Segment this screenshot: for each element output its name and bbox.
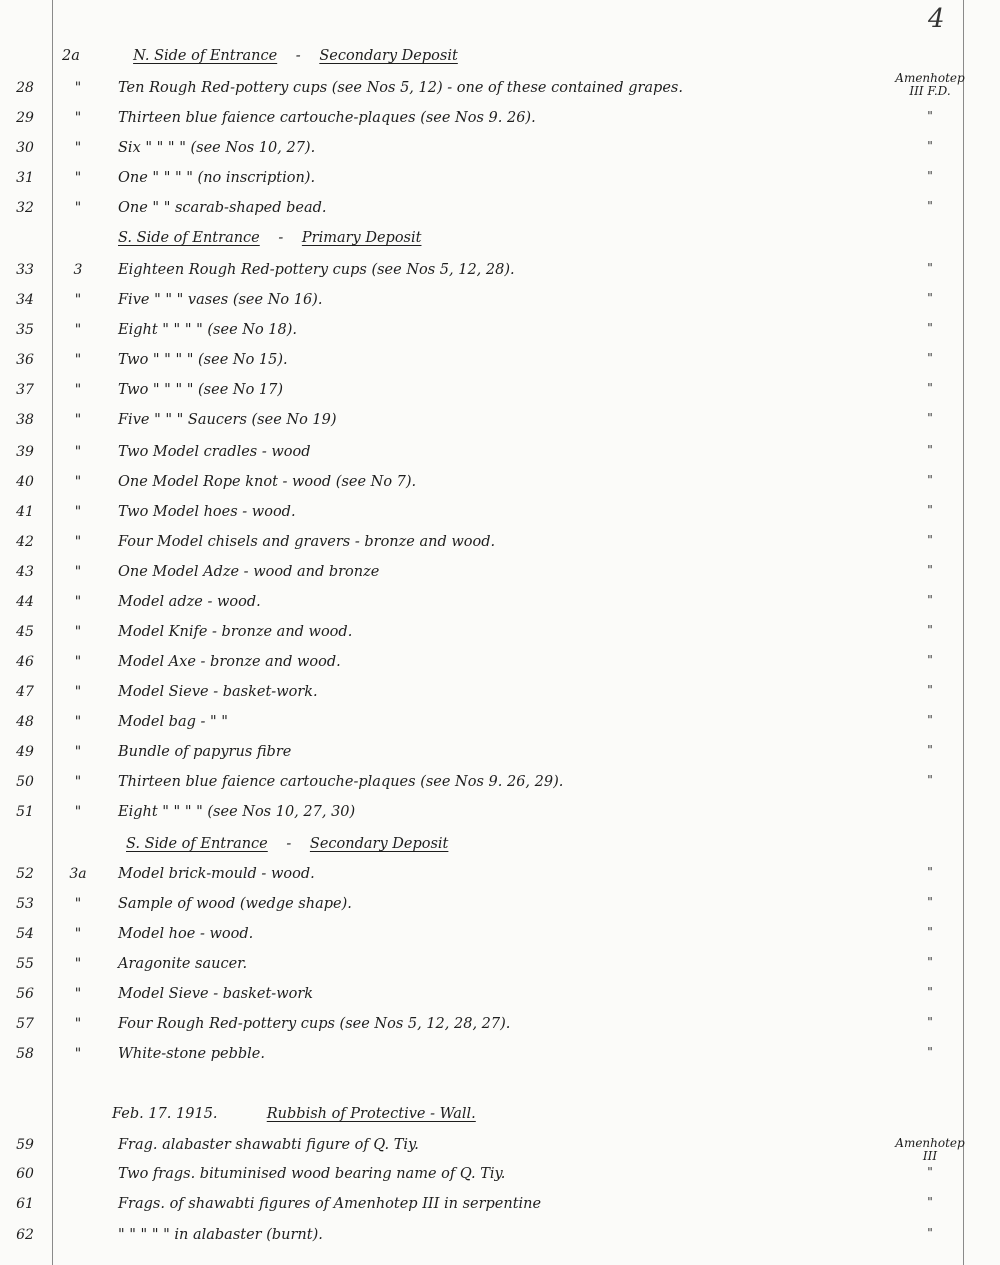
entry-period: " — [927, 109, 933, 123]
section-heading: S. Side of Entrance - Primary Deposit — [118, 230, 422, 246]
entry-deposit: " — [74, 1046, 82, 1062]
entry-description: Two " " " " (see No 17) — [118, 382, 284, 398]
section-title: N. Side of Entrance — [133, 48, 278, 64]
entry-deposit: " — [74, 684, 82, 700]
entry-deposit: " — [74, 744, 82, 760]
catalog-entry — [0, 744, 1000, 772]
entry-period: " — [927, 895, 933, 909]
entry-number: 36 — [16, 352, 34, 368]
entry-date: Feb. 17. 1915. — [112, 1106, 218, 1122]
entry-deposit: " — [74, 140, 82, 156]
entry-number: 56 — [16, 986, 34, 1002]
entry-number: 49 — [16, 744, 34, 760]
entry-period: " — [927, 683, 933, 697]
catalog-entry — [0, 110, 1000, 138]
entry-description: Two frags. bituminised wood bearing name of Q. Tiy. — [118, 1166, 506, 1182]
entry-description: Two Model cradles - wood — [118, 444, 311, 460]
entry-deposit: " — [74, 774, 82, 790]
entry-number: 52 — [16, 866, 34, 882]
catalog-entry — [0, 292, 1000, 320]
entry-description: One Model Rope knot - wood (see No 7). — [118, 474, 417, 490]
entry-deposit: " — [74, 1016, 82, 1032]
entry-description: Ten Rough Red-pottery cups (see Nos 5, 12) - one of these contained grapes. — [118, 80, 683, 96]
catalog-entry — [0, 714, 1000, 742]
entry-deposit: 3a — [69, 866, 87, 882]
entry-description: Two Model hoes - wood. — [118, 504, 296, 520]
entry-period: " — [927, 139, 933, 153]
entry-description: Eight " " " " (see No 18). — [118, 322, 298, 338]
section-heading: 2a N. Side of Entrance - Secondary Deposit — [62, 48, 458, 64]
entry-number: 59 — [16, 1137, 34, 1153]
page-number: 4 — [928, 4, 945, 34]
catalog-entry — [0, 352, 1000, 380]
entry-deposit: " — [74, 412, 82, 428]
entry-number: 51 — [16, 804, 34, 820]
entry-number: 42 — [16, 534, 34, 550]
section-title: Rubbish of Protective - Wall. — [266, 1106, 476, 1122]
entry-period: " — [927, 653, 933, 667]
catalog-entry — [0, 504, 1000, 532]
entry-description: Eighteen Rough Red-pottery cups (see Nos 5, 12, 28). — [118, 262, 515, 278]
entry-period: " — [927, 865, 933, 879]
entry-number: 39 — [16, 444, 34, 460]
entry-number: 53 — [16, 896, 34, 912]
section-heading: S. Side of Entrance - Secondary Deposit — [126, 836, 449, 852]
entry-deposit: " — [74, 474, 82, 490]
catalog-entry — [0, 412, 1000, 440]
catalog-entry — [0, 1227, 1000, 1255]
entry-period: " — [927, 261, 933, 275]
entry-number: 61 — [16, 1196, 34, 1212]
entry-deposit: " — [74, 504, 82, 520]
entry-deposit: 3 — [73, 262, 83, 278]
entry-description: Frags. of shawabti figures of Amenhotep III in serpentine — [118, 1196, 542, 1212]
entry-description: " " " " " in alabaster (burnt). — [118, 1227, 323, 1243]
catalog-entry — [0, 382, 1000, 410]
entry-description: Model Knife - bronze and wood. — [118, 624, 353, 640]
entry-number: 37 — [16, 382, 34, 398]
catalog-entry — [0, 564, 1000, 592]
section-subtitle: Secondary Deposit — [319, 48, 458, 64]
catalog-entry — [0, 1046, 1000, 1074]
entry-period: " — [927, 773, 933, 787]
entry-period: " — [927, 169, 933, 183]
entry-description: White-stone pebble. — [118, 1046, 265, 1062]
entry-description: Model hoe - wood. — [118, 926, 254, 942]
entry-number: 33 — [16, 262, 34, 278]
entry-deposit: " — [74, 110, 82, 126]
entry-description: Model Sieve - basket-work. — [118, 684, 318, 700]
entry-number: 41 — [16, 504, 34, 520]
entry-number: 43 — [16, 564, 34, 580]
entry-deposit: " — [74, 714, 82, 730]
entry-period: " — [927, 1165, 933, 1179]
entry-description: Sample of wood (wedge shape). — [118, 896, 352, 912]
entry-number: 45 — [16, 624, 34, 640]
entry-number: 55 — [16, 956, 34, 972]
catalog-entry — [0, 1196, 1000, 1224]
entry-period: " — [927, 533, 933, 547]
section-deposit: 2a — [62, 48, 80, 64]
entry-period: " — [927, 593, 933, 607]
entry-period: Amenhotep III — [895, 1136, 965, 1163]
entry-period: " — [927, 743, 933, 757]
entry-number: 40 — [16, 474, 34, 490]
entry-deposit: " — [74, 926, 82, 942]
entry-description: Model adze - wood. — [118, 594, 261, 610]
entry-deposit: " — [74, 292, 82, 308]
entry-description: Eight " " " " (see Nos 10, 27, 30) — [118, 804, 356, 820]
entry-description: One " " scarab-shaped bead. — [118, 200, 327, 216]
catalog-entry — [0, 684, 1000, 712]
catalog-entry — [0, 140, 1000, 168]
entry-number: 48 — [16, 714, 34, 730]
entry-deposit: " — [74, 896, 82, 912]
dated-section-heading — [112, 1106, 476, 1122]
catalog-entry — [0, 866, 1000, 894]
entry-period: " — [927, 291, 933, 305]
entry-period: " — [927, 503, 933, 517]
section-subtitle: Primary Deposit — [301, 230, 422, 246]
entry-period: " — [927, 1015, 933, 1029]
entry-description: Five " " " vases (see No 16). — [118, 292, 323, 308]
entry-deposit: " — [74, 594, 82, 610]
entry-period: " — [927, 925, 933, 939]
entry-period: Amenhotep III F.D. — [895, 71, 965, 98]
catalog-entry — [0, 956, 1000, 984]
entry-period: " — [927, 1226, 933, 1240]
section-subtitle: Secondary Deposit — [309, 836, 449, 852]
catalog-entry — [0, 444, 1000, 472]
entry-deposit: " — [74, 534, 82, 550]
entry-number: 46 — [16, 654, 34, 670]
catalog-entry — [0, 262, 1000, 290]
entry-period: " — [927, 985, 933, 999]
entry-number: 58 — [16, 1046, 34, 1062]
entry-period: " — [927, 1045, 933, 1059]
entry-period: " — [927, 199, 933, 213]
entry-period: " — [927, 443, 933, 457]
entry-description: One Model Adze - wood and bronze — [118, 564, 380, 580]
catalog-entry — [0, 1016, 1000, 1044]
entry-deposit: " — [74, 200, 82, 216]
entry-number: 28 — [16, 80, 34, 96]
entry-deposit: " — [74, 564, 82, 580]
catalog-entry — [0, 624, 1000, 652]
entry-number: 38 — [16, 412, 34, 428]
entry-period: " — [927, 713, 933, 727]
section-title: S. Side of Entrance — [118, 230, 260, 246]
entry-description: Five " " " Saucers (see No 19) — [118, 412, 337, 428]
entry-description: Model Axe - bronze and wood. — [118, 654, 341, 670]
entry-number: 35 — [16, 322, 34, 338]
entry-description: Thirteen blue faience cartouche-plaques (see Nos 9. 26). — [118, 110, 536, 126]
entry-description: Model Sieve - basket-work — [118, 986, 314, 1002]
entry-period: " — [927, 955, 933, 969]
entry-deposit: " — [74, 804, 82, 820]
entry-number: 54 — [16, 926, 34, 942]
entry-number: 44 — [16, 594, 34, 610]
entry-number: 31 — [16, 170, 34, 186]
entry-period: " — [927, 563, 933, 577]
entry-description: Model brick-mould - wood. — [118, 866, 315, 882]
catalog-entry — [0, 322, 1000, 350]
entry-description: Model bag - " " — [118, 714, 228, 730]
catalog-entry — [0, 534, 1000, 562]
entry-number: 62 — [16, 1227, 34, 1243]
catalog-entry — [0, 926, 1000, 954]
entry-number: 47 — [16, 684, 34, 700]
entry-description: Four Rough Red-pottery cups (see Nos 5, 12, 28, 27). — [118, 1016, 511, 1032]
entry-period: " — [927, 1195, 933, 1209]
catalog-entry — [0, 594, 1000, 622]
catalog-entry — [0, 896, 1000, 924]
entry-description: One " " " " (no inscription). — [118, 170, 316, 186]
entry-number: 29 — [16, 110, 34, 126]
catalog-entry — [0, 474, 1000, 502]
entry-number: 30 — [16, 140, 34, 156]
catalog-entry — [0, 200, 1000, 228]
entry-period: " — [927, 381, 933, 395]
entry-description: Six " " " " (see Nos 10, 27). — [118, 140, 316, 156]
catalog-entry — [0, 71, 1000, 108]
entry-period: " — [927, 321, 933, 335]
entry-period: " — [927, 473, 933, 487]
catalog-entry — [0, 804, 1000, 832]
entry-deposit: " — [74, 654, 82, 670]
entry-number: 50 — [16, 774, 34, 790]
entry-number: 57 — [16, 1016, 34, 1032]
entry-deposit: " — [74, 624, 82, 640]
entry-deposit: " — [74, 80, 82, 96]
entry-deposit: " — [74, 352, 82, 368]
entry-deposit: " — [74, 322, 82, 338]
catalog-entry — [0, 1137, 1000, 1165]
entry-number: 60 — [16, 1166, 34, 1182]
entry-description: Two " " " " (see No 15). — [118, 352, 288, 368]
entry-deposit: " — [74, 956, 82, 972]
catalog-entry — [0, 1166, 1000, 1194]
entry-description: Aragonite saucer. — [118, 956, 248, 972]
catalog-entry — [0, 774, 1000, 802]
entry-description: Thirteen blue faience cartouche-plaques (see Nos 9. 26, 29). — [118, 774, 564, 790]
entry-number: 34 — [16, 292, 34, 308]
entry-deposit: " — [74, 986, 82, 1002]
entry-deposit: " — [74, 382, 82, 398]
entry-period: " — [927, 623, 933, 637]
catalog-entry — [0, 170, 1000, 198]
catalog-entry — [0, 654, 1000, 682]
entry-number: 32 — [16, 200, 34, 216]
entry-period: " — [927, 411, 933, 425]
entry-period: " — [927, 351, 933, 365]
catalog-entry — [0, 986, 1000, 1014]
entry-description: Bundle of papyrus fibre — [118, 744, 292, 760]
entry-description: Frag. alabaster shawabti figure of Q. Tiy. — [118, 1137, 419, 1153]
entry-description: Four Model chisels and gravers - bronze and wood. — [118, 534, 496, 550]
entry-deposit: " — [74, 170, 82, 186]
section-title: S. Side of Entrance — [126, 836, 268, 852]
entry-deposit: " — [74, 444, 82, 460]
